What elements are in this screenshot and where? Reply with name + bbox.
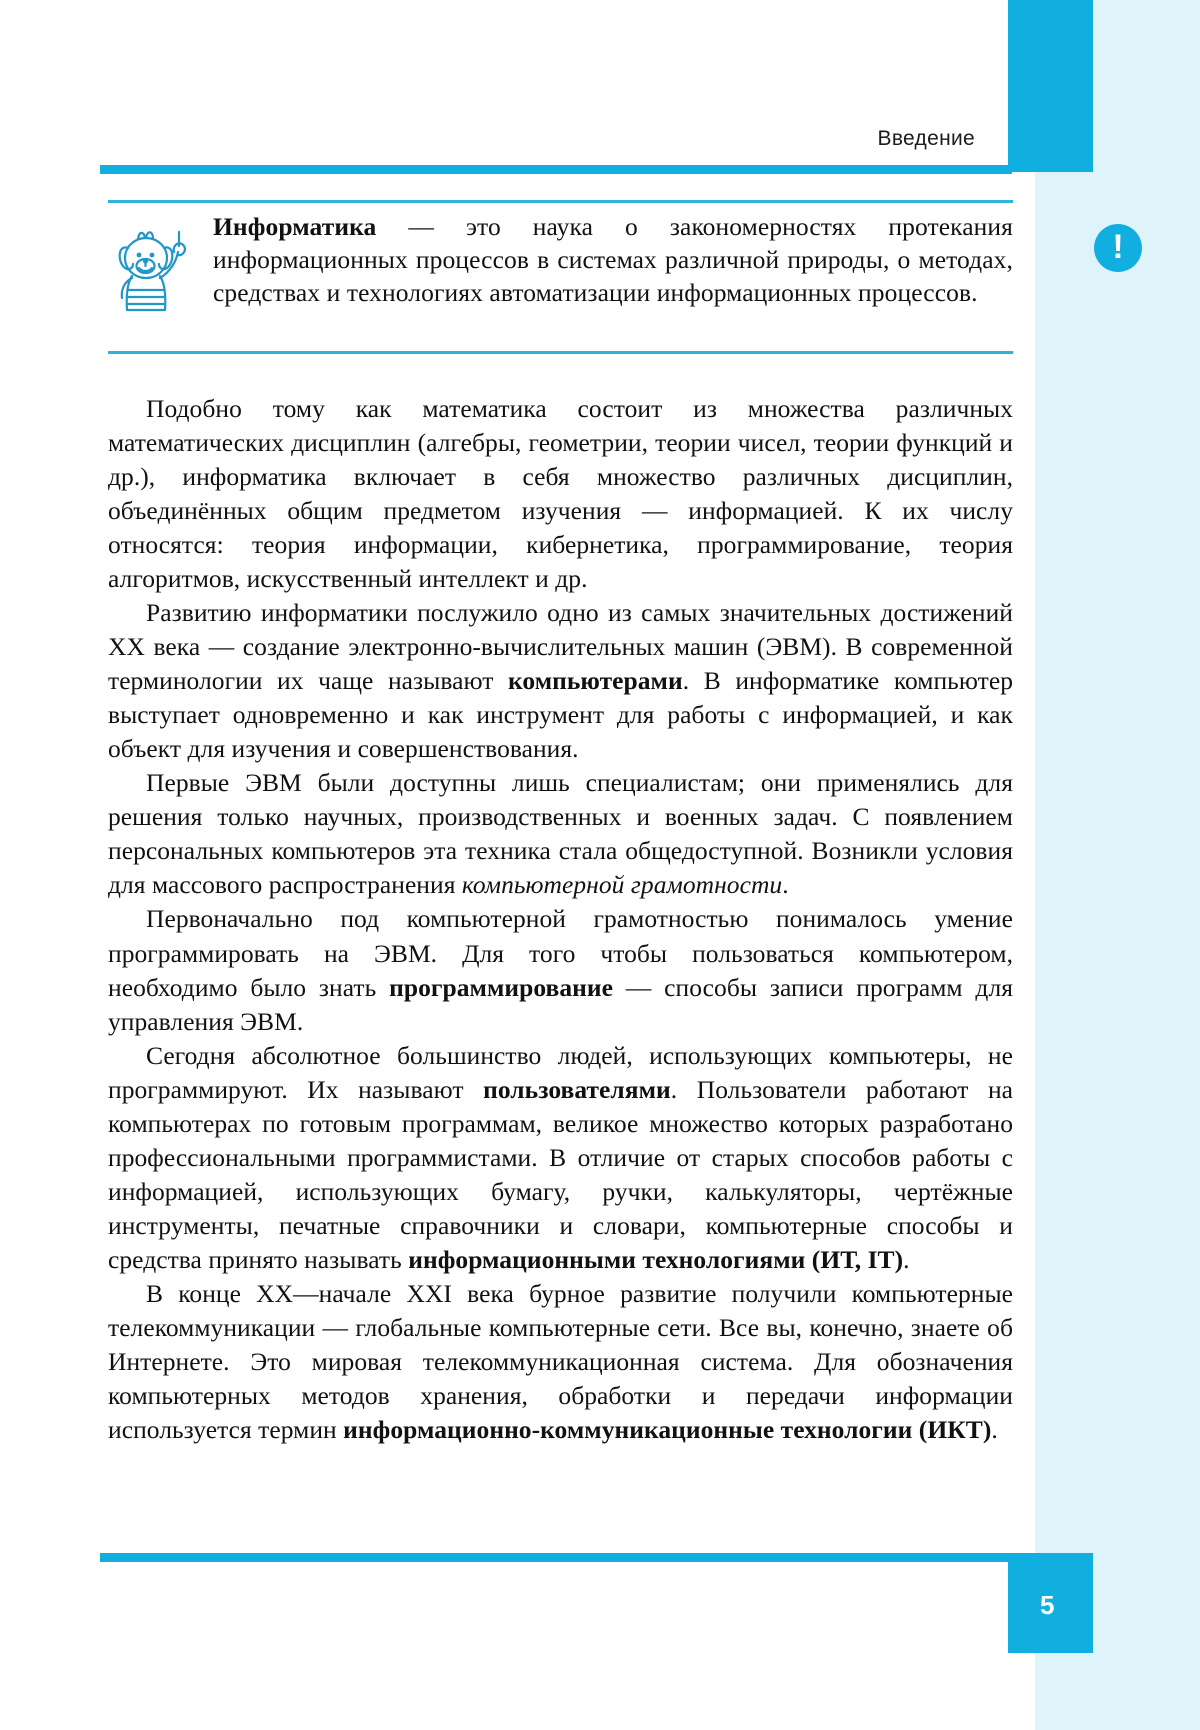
footer-rule — [100, 1553, 1012, 1562]
paragraph-6: В конце XX—начале XXI века бурное развитие получили компьютерные телекоммуникации — глобальные компьютерные сети. Все вы, конечно, знаете об Интернете. Это мировая телекоммуникационная система. Для обозначения компьютерных методов хранения, обработки и передачи информации используется термин информационно-коммуникационные технологии (ИКТ). — [108, 1278, 1013, 1444]
page-title: Введение — [877, 127, 975, 150]
dog-mascot-icon — [108, 210, 213, 328]
exclamation-icon: ! — [1094, 224, 1142, 272]
definition-text — [213, 210, 1013, 309]
emphasis-users: пользователями — [483, 1074, 671, 1104]
paragraph-4: Первоначально под компьютерной грамотностью понималось умение программировать на ЭВМ. Для того чтобы пользоваться компьютером, необходимо было знать программирование — способы записи программ для управления ЭВМ. — [108, 904, 1013, 1036]
callout-rule-top — [108, 200, 1013, 203]
paragraph-2: Развитию информатики послужило одно из самых значительных достижений XX века — создание электронно-вычислительных машин (ЭВМ). В современной терминологии их чаще называют компьютерами. В информатике компьютер выступает одновременно и как инструмент для работы с информацией, и как объект для изучения и совершенствования. — [108, 598, 1013, 764]
header-band — [100, 0, 1010, 172]
emphasis-programming: программирование — [389, 972, 614, 1002]
page-number: 5 — [1040, 1590, 1055, 1620]
callout-rule-bottom — [108, 351, 1013, 354]
paragraph-3: Первые ЭВМ были доступны лишь специалистам; они применялись для решения только научных, производственных и военных задач. С появлением персональных компьютеров эта техника стала общедоступной. Возникли условия для массового распространения компьютерной грамотности. — [108, 768, 1013, 900]
emphasis-computer-literacy: компьютерной грамотности — [461, 870, 783, 900]
paragraph-1: Подобно тому как математика состоит из множества различных математических дисциплин (алгебры, геометрии, теории чисел, теории функций и др.), информатика включает в себя множество различных дисциплин, объединённых общим предметом изучения — информацией. К их числу относятся: теория информации, кибернетика, программирование, теория алгоритмов, искусственный интеллект и др. — [108, 394, 1013, 594]
emphasis-computers: компьютерами — [507, 666, 683, 696]
definition-body: — это наука о закономерностях протекания информационных процессов в системах различной природы, о методах, средствах и технологиях автоматизации информационных процессов. — [213, 212, 1013, 308]
emphasis-ikt: информационно-коммуникационные технологии (ИКТ) — [343, 1414, 992, 1444]
body-text — [108, 392, 1013, 1447]
paragraph-5: Сегодня абсолютное большинство людей, использующих компьютеры, не программируют. Их называют пользователями. Пользователи работают на компьютерах по готовым программам, великое множество которых разработано профессиональными программистами. В отличие от старых способов работы с информацией, использующих бумагу, ручки, калькуляторы, чертёжные инструменты, печатные справочники и словари, компьютерные способы и средства принято называть информационными технологиями (ИТ, IT). — [108, 1040, 1014, 1274]
header-accent-block — [1008, 0, 1093, 172]
emphasis-it: информационными технологиями (ИТ, IT) — [408, 1244, 904, 1274]
definition-term: Информатика — [213, 212, 377, 241]
header-rule — [100, 165, 1012, 174]
